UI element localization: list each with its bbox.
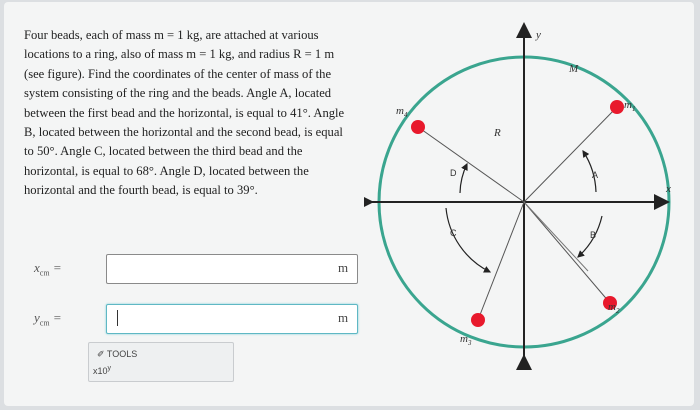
bead-4 xyxy=(411,120,425,134)
angle-a-label: A xyxy=(592,170,599,180)
bead1-label: $m_1$ xyxy=(624,99,636,113)
ycm-label: $y_{cm}$ = xyxy=(34,310,62,328)
bead-3 xyxy=(471,313,485,327)
angle-c-arc xyxy=(446,208,490,272)
sci-notation-button[interactable]: x10$^y$ xyxy=(93,365,112,376)
xcm-unit: m xyxy=(338,260,349,275)
ycm-input[interactable] xyxy=(106,304,358,334)
angle-d-label: D xyxy=(450,168,457,178)
tools-button[interactable]: ✐ TOOLS xyxy=(97,349,138,359)
ycm-answer-row xyxy=(34,304,364,336)
wrench-icon: ✐ xyxy=(97,349,105,359)
problem-statement: Four beads, each of mass m = 1 kg, are attached at various locations to a ring, also of mass m = 1 kg, and radius R = 1 m (see figure). Find the coordinates of the center of mass of the system consisting of the ring and the beads. Angle A, located between the first bead and the horizontal, is equal to 41°. Angle B, located between the horizontal and the second bead, is equal to 50°. Angle C, located between the third bead and the horizontal, is equal to 68°. Angle D, located between the horizontal and the fourth bead, is equal to 39°. xyxy=(24,28,345,198)
angle-b-label: B xyxy=(590,230,597,240)
radius-line-bead1 xyxy=(524,107,617,202)
radius-line-r xyxy=(524,202,588,271)
angle-c-label: C xyxy=(450,228,457,238)
bead-1 xyxy=(610,100,624,114)
ring-beads-figure xyxy=(364,10,684,380)
radius-line-bead2 xyxy=(524,202,610,303)
x-axis-label: x xyxy=(666,183,671,195)
ycm-unit: m xyxy=(338,310,349,325)
ring-mass-label: M xyxy=(569,63,579,75)
question-card xyxy=(4,2,694,406)
angle-d-arc xyxy=(460,164,467,193)
y-axis-label: y xyxy=(536,29,541,41)
bead3-label: $m_3$ xyxy=(460,333,472,347)
bead2-label: $m_2$ xyxy=(608,301,620,315)
radius-line-bead3 xyxy=(478,202,524,320)
xcm-input[interactable] xyxy=(106,254,358,284)
radius-line-bead4 xyxy=(418,127,524,202)
tools-panel[interactable] xyxy=(88,342,234,382)
text-caret xyxy=(117,310,118,326)
xcm-label: $x_{cm}$ = xyxy=(34,260,62,278)
bead4-label: $m_4$ xyxy=(396,105,408,119)
xcm-answer-row xyxy=(34,254,364,286)
radius-label: R xyxy=(494,127,501,139)
